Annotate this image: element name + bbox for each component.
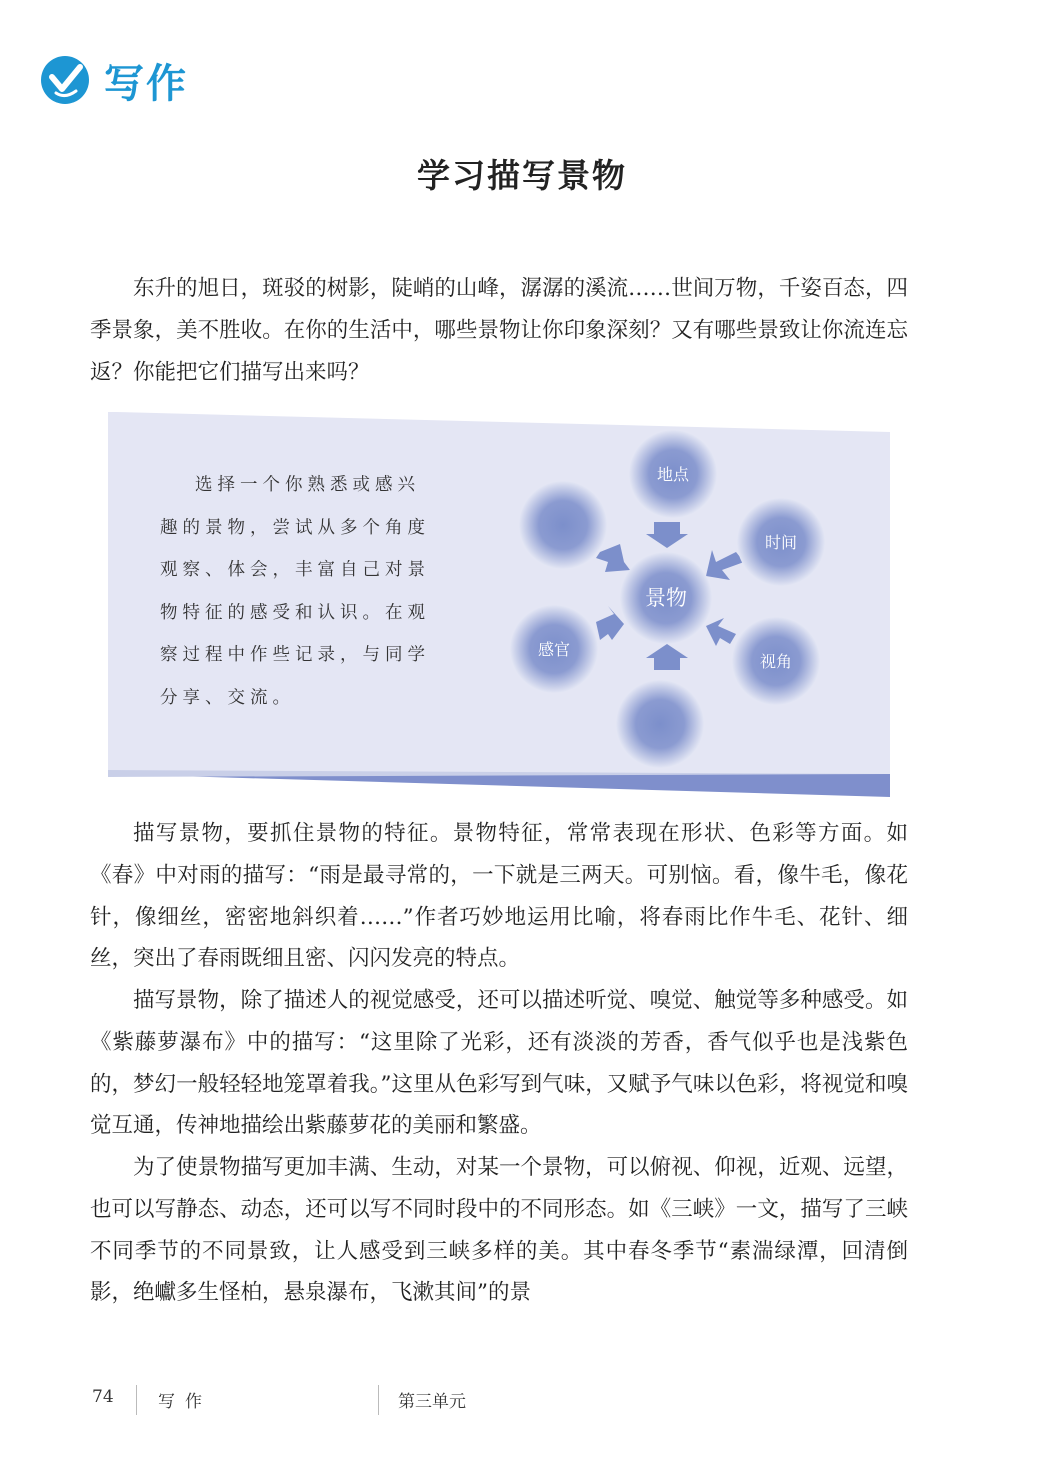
activity-instructions: 选择一个你熟悉或感兴趣的景物，尝试从多个角度观察、体会，丰富自己对景物特征的感受和认识。在观察过程中作些记录，与同学分享、交流。 bbox=[160, 475, 430, 708]
intro-paragraph: 东升的旭日，斑驳的树影，陡峭的山峰，潺潺的溪流……世间万物，千姿百态，四季景象，美不胜收。在你的生活中，哪些景物让你印象深刻？又有哪些景致让你流连忘返？你能把它们描写出来吗？ bbox=[90, 276, 908, 385]
node-right-bottom-label: 视角 bbox=[759, 652, 793, 671]
page-number: 74 bbox=[92, 1387, 114, 1407]
footer-unit: 第三单元 bbox=[398, 1392, 466, 1412]
activity-panel bbox=[108, 412, 890, 797]
center-node bbox=[620, 552, 712, 644]
footer-divider bbox=[378, 1385, 379, 1415]
section-header bbox=[40, 52, 188, 108]
pen-check-icon bbox=[40, 55, 90, 105]
footer-divider bbox=[136, 1385, 137, 1415]
section-title: 写作 bbox=[104, 60, 188, 107]
page-title: 学习描写景物 bbox=[417, 156, 627, 195]
node-right-top bbox=[737, 498, 825, 586]
body-paragraph-3: 为了使景物描写更加丰满、生动，对某一个景物，可以俯视、仰视，近观、远望，也可以写静态、动态，还可以写不同时段中的不同形态。如《三峡》一文，描写了三峡不同季节的不同景致，让人感受到三峡多样的美。其中春冬季节“素湍绿潭，回清倒影，绝巘多生怪柏，悬泉瀑布，飞漱其间”的景 bbox=[90, 1155, 908, 1306]
node-right-top-label: 时间 bbox=[764, 533, 798, 552]
body-paragraph-2: 描写景物，除了描述人的视觉感受，还可以描述听觉、嗅觉、触觉等多种感受。如《紫藤萝瀑布》中的描写：“这里除了光彩，还有淡淡的芳香，香气似乎也是浅紫色的，梦幻一般轻轻地笼罩着我。”这里从色彩写到气味，又赋予气味以色彩，将视觉和嗅觉互通，传神地描绘出紫藤萝花的美丽和繁盛。 bbox=[90, 988, 908, 1139]
center-label: 景物 bbox=[645, 586, 687, 610]
page-footer bbox=[0, 1385, 1044, 1421]
node-top-label: 地点 bbox=[656, 465, 690, 484]
body-paragraph-1: 描写景物，要抓住景物的特征。景物特征，常常表现在形状、色彩等方面。如《春》中对雨的描写：“雨是最寻常的，一下就是三两天。可别恼。看，像牛毛，像花针，像细丝，密密地斜织着……”作者巧妙地运用比喻，将春雨比作牛毛、花针、细丝，突出了春雨既细且密、闪闪发亮的特点。 bbox=[90, 821, 908, 972]
node-right-bottom bbox=[732, 617, 820, 705]
node-top bbox=[629, 430, 717, 518]
observation-diagram bbox=[108, 412, 890, 797]
node-left-top bbox=[519, 481, 607, 569]
node-bottom bbox=[616, 680, 704, 768]
node-left-bottom bbox=[510, 605, 598, 693]
node-left-bottom-label: 感官 bbox=[537, 640, 571, 659]
footer-section: 写作 bbox=[158, 1392, 212, 1412]
